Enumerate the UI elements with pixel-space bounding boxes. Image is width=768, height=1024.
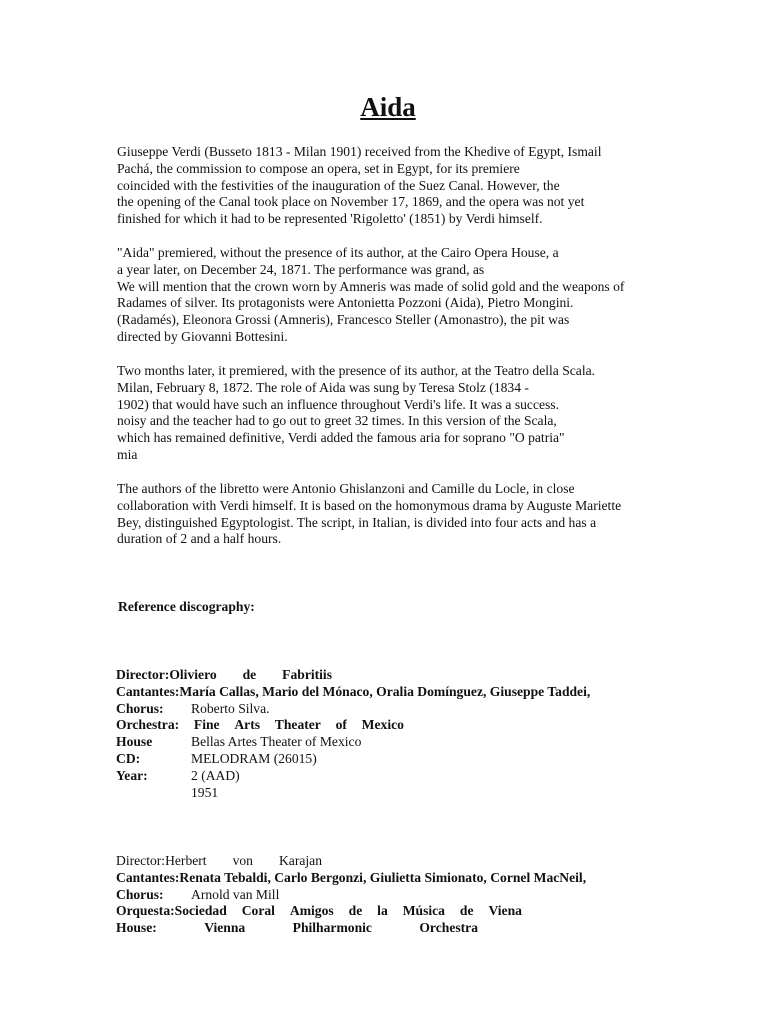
orchestra-row — [116, 717, 661, 734]
orquesta-row — [116, 903, 661, 920]
paragraph-line: directed by Giovanni Bottesini. — [117, 328, 288, 344]
paragraph-line: Giuseppe Verdi (Busseto 1813 - Milan 1901) received from the Khedive of Egypt, Ismail — [117, 144, 602, 159]
paragraph-line: which has remained definitive, Verdi added the famous aria for soprano "O patria" — [117, 430, 565, 446]
paragraph-line: Milan, February 8, 1872. The role of Aida was sung by Teresa Stolz (1834 - — [117, 379, 529, 395]
house-word: Philharmonic — [292, 920, 372, 936]
director-word: Fabritiis — [282, 667, 332, 682]
cd-label: CD: — [116, 750, 141, 766]
chorus-value: Roberto Silva. — [191, 700, 270, 716]
paragraph-line: Bey, distinguished Egyptologist. The script, in Italian, is divided into four acts and has a — [117, 514, 597, 530]
director-word: Director:Herbert — [116, 853, 207, 868]
house-value: Bellas Artes Theater of Mexico — [191, 734, 362, 750]
cd-row — [116, 751, 661, 768]
chorus-row — [116, 887, 661, 904]
paragraph-line: duration of 2 and a half hours. — [117, 531, 282, 547]
house-word: Vienna — [204, 920, 246, 936]
orquesta-word: Amigos — [289, 903, 334, 919]
paragraph-line: 1902) that would have such an influence throughout Verdi's life. It was a success. — [117, 396, 559, 412]
orquesta-word: Coral — [241, 903, 275, 919]
paragraph-line: coincided with the festivities of the inauguration of the Suez Canal. However, the — [117, 177, 560, 193]
house-word: Orchestra — [419, 920, 478, 936]
orchestra-word: of — [335, 717, 347, 733]
director-word: de — [242, 667, 257, 682]
paragraph-1 — [117, 144, 677, 228]
year-value: 2 (AAD) — [191, 767, 240, 783]
chorus-row — [116, 701, 661, 718]
paragraph-line: a year later, on December 24, 1871. The performance was grand, as — [117, 261, 485, 277]
chorus-value: Arnold van Mill — [191, 886, 280, 902]
paragraph-3 — [117, 363, 677, 464]
orquesta-word: Viena — [488, 903, 522, 919]
paragraph-2 — [117, 245, 677, 346]
cantantes-row: Cantantes:María Callas, Mario del Mónaco, Oralia Domínguez, Giuseppe Taddei, — [116, 683, 591, 699]
director-word: von — [232, 853, 253, 868]
paragraph-line: We will mention that the crown worn by Amneris was made of solid gold and the weapons of — [117, 278, 625, 294]
house-row — [116, 920, 661, 937]
paragraph-line: the opening of the Canal took place on November 17, 1869, and the opera was not yet — [117, 194, 585, 210]
year-row — [116, 768, 661, 785]
orquesta-word: Orquesta:Sociedad — [116, 903, 227, 919]
paragraph-line: The authors of the libretto were Antonio Ghislanzoni and Camille du Locle, in close — [117, 481, 575, 496]
paragraph-line: (Radamés), Eleonora Grossi (Amneris), Francesco Steller (Amonastro), the pit was — [117, 312, 570, 328]
orchestra-word: Arts — [234, 717, 261, 733]
chorus-label: Chorus: — [116, 886, 164, 902]
year-extra: 1951 — [191, 784, 219, 800]
paragraph-line: finished for which it had to be represented 'Rigoletto' (1851) by Verdi himself. — [117, 211, 543, 227]
paragraph-line: mia — [117, 446, 138, 462]
discography-entry-2 — [116, 853, 661, 937]
director-row — [116, 853, 661, 870]
orchestra-word: Orchestra: — [116, 717, 180, 733]
cantantes-row: Cantantes:Renata Tebaldi, Carlo Bergonzi, Giulietta Simionato, Cornel MacNeil, — [116, 869, 587, 885]
paragraph-line: "Aida" premiered, without the presence of its author, at the Cairo Opera House, a — [117, 245, 559, 260]
orquesta-word: Música — [402, 903, 445, 919]
chorus-label: Chorus: — [116, 700, 164, 716]
orquesta-word: la — [377, 903, 388, 919]
orchestra-word: Theater — [274, 717, 321, 733]
year-extra-row — [116, 785, 661, 802]
page-title: Aida — [360, 92, 416, 122]
paragraph-line: Two months later, it premiered, with the presence of its author, at the Teatro della Scala. — [117, 363, 596, 378]
paragraph-line: Pachá, the commission to compose an opera, set in Egypt, for its premiere — [117, 160, 520, 176]
director-word: Karajan — [278, 853, 322, 868]
director-word: Director:Oliviero — [116, 667, 217, 682]
house-word: House: — [116, 920, 157, 936]
paragraph-line: noisy and the teacher had to go out to greet 32 times. In this version of the Scala, — [117, 413, 557, 429]
paragraph-line: collaboration with Verdi himself. It is based on the homonymous drama by Auguste Mariette — [117, 497, 622, 513]
orquesta-word: de — [459, 903, 474, 919]
orchestra-word: Mexico — [361, 717, 404, 733]
director-row — [116, 667, 661, 684]
reference-heading: Reference discography: — [118, 599, 255, 614]
discography-entry-1 — [116, 667, 661, 801]
paragraph-line: Radames of silver. Its protagonists were Antonietta Pozzoni (Aida), Pietro Mongini. — [117, 295, 574, 311]
orquesta-word: de — [348, 903, 363, 919]
paragraph-4 — [117, 481, 677, 548]
house-row — [116, 734, 661, 751]
year-label: Year: — [116, 767, 148, 783]
house-label: House — [116, 734, 153, 750]
orchestra-word: Fine — [193, 717, 220, 733]
cd-value: MELODRAM (26015) — [191, 750, 317, 766]
